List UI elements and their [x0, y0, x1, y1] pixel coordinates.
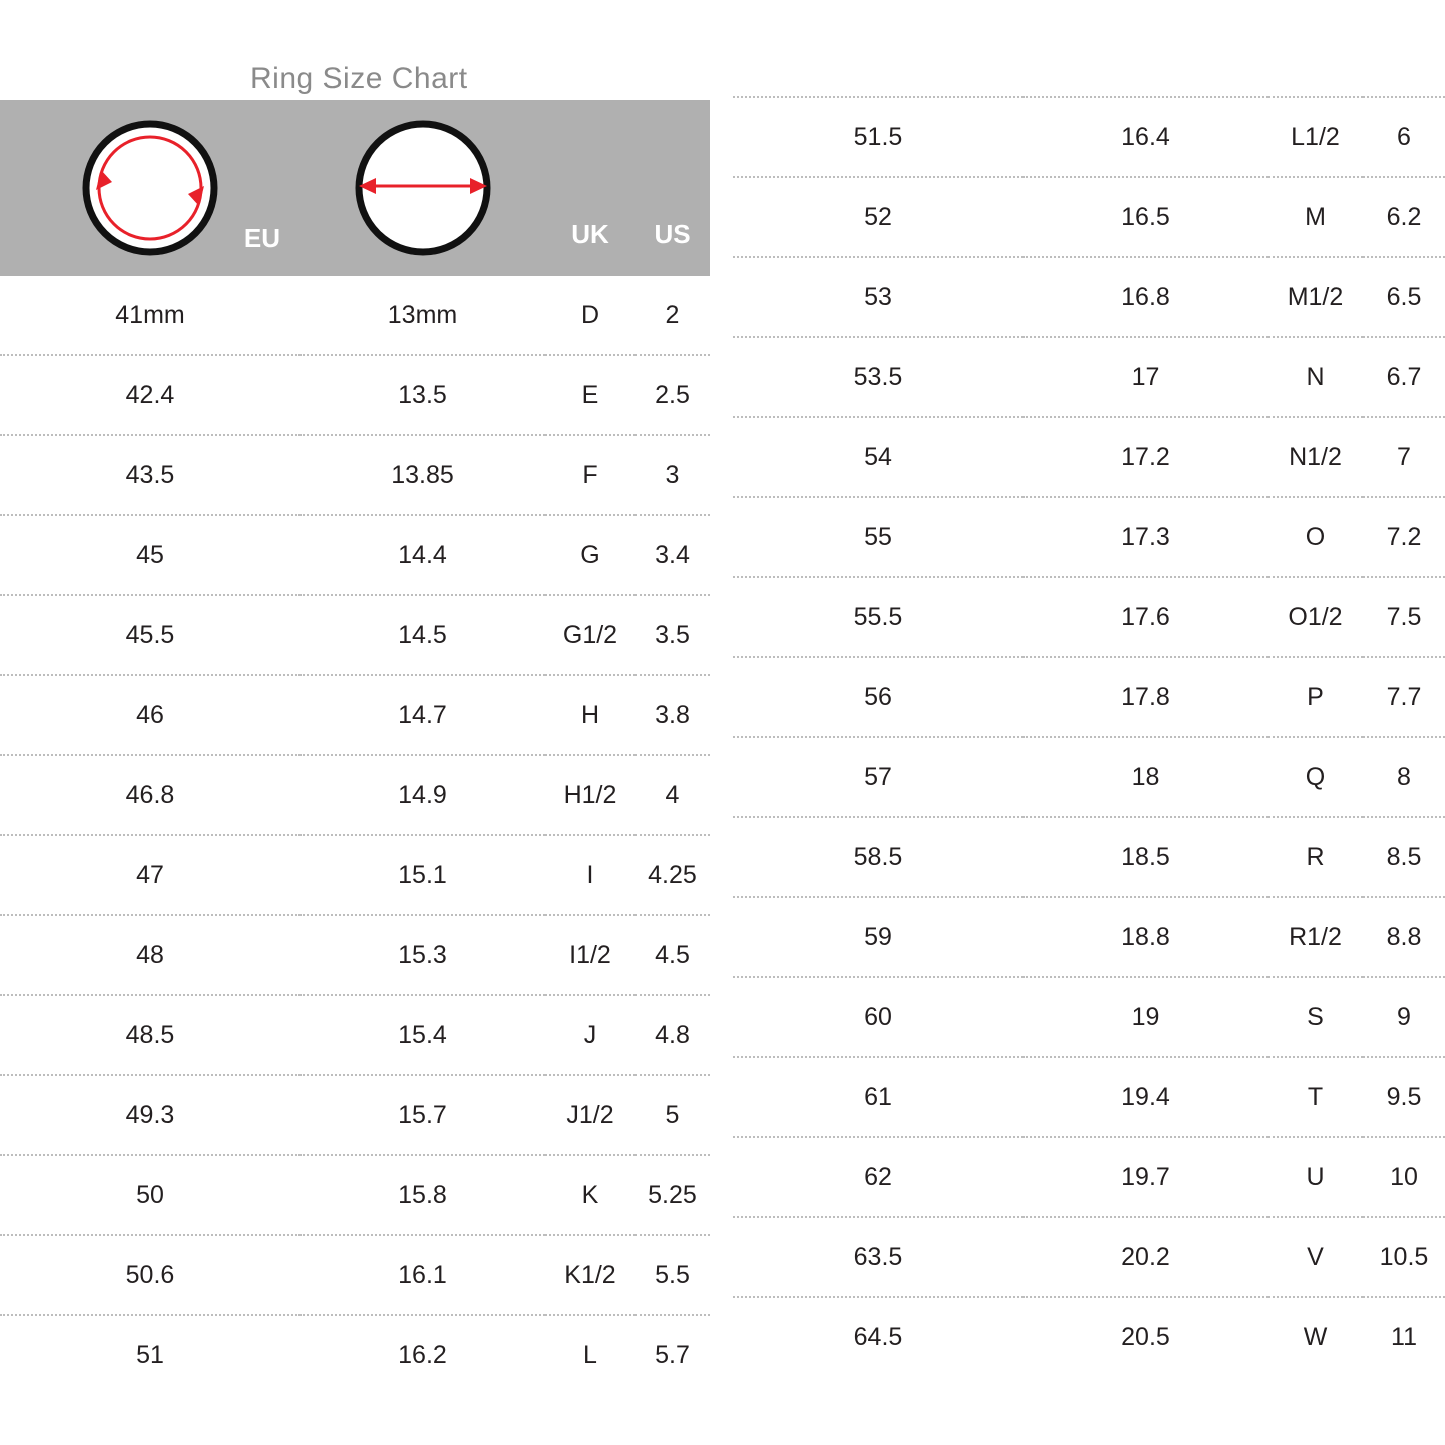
cell-uk: R	[1268, 817, 1363, 897]
eu-header-cell	[0, 100, 300, 276]
cell-eu: 50	[0, 1155, 300, 1235]
table-row	[733, 737, 1445, 817]
cell-eu: 48	[0, 915, 300, 995]
cell-mm: 17.2	[1023, 417, 1268, 497]
table-row	[0, 595, 710, 675]
cell-mm: 16.2	[398, 1340, 447, 1369]
cell-uk: D	[545, 276, 635, 355]
table-row	[733, 817, 1445, 897]
cell-eu: 64.5	[853, 1322, 903, 1351]
cell-us: 4.25	[635, 835, 710, 915]
cell-eu: 53.5	[733, 337, 1023, 417]
table-row	[733, 257, 1445, 337]
cell-uk: S	[1268, 977, 1363, 1057]
mm-header-cell	[300, 100, 545, 276]
table-row	[0, 1235, 710, 1315]
table-row	[733, 1137, 1445, 1217]
cell-us: 5.7	[655, 1340, 690, 1369]
cell-eu: 41mm	[0, 276, 300, 355]
cell-us: 2.5	[635, 355, 710, 435]
cell-uk: G1/2	[545, 595, 635, 675]
cell-uk: O	[1268, 497, 1363, 577]
table-row	[733, 1297, 1445, 1376]
cell-us: 6	[1363, 97, 1445, 177]
table-row	[0, 915, 710, 995]
cell-uk: F	[545, 435, 635, 515]
cell-mm: 18.5	[1023, 817, 1268, 897]
cell-mm: 15.8	[300, 1155, 545, 1235]
cell-mm: 14.7	[300, 675, 545, 755]
cell-us: 6.5	[1363, 257, 1445, 337]
cell-eu: 43.5	[0, 435, 300, 515]
table-row	[0, 1155, 710, 1235]
cell-uk: K1/2	[545, 1235, 635, 1315]
cell-us: 9	[1363, 977, 1445, 1057]
ring-size-table-right	[733, 96, 1445, 1376]
table-header-row	[0, 100, 710, 276]
cell-eu: 45.5	[0, 595, 300, 675]
cell-us: 3.8	[635, 675, 710, 755]
cell-uk: J	[545, 995, 635, 1075]
cell-us: 3.4	[635, 515, 710, 595]
cell-eu: 51	[136, 1340, 164, 1369]
cell-mm: 13.85	[300, 435, 545, 515]
cell-uk: W	[1303, 1322, 1328, 1351]
table-row	[733, 657, 1445, 737]
cell-uk: I	[545, 835, 635, 915]
cell-us: 7	[1363, 417, 1445, 497]
table-row	[733, 577, 1445, 657]
cell-mm: 13mm	[300, 276, 545, 355]
table-row	[0, 435, 710, 515]
cell-us: 3	[635, 435, 710, 515]
cell-mm: 14.9	[300, 755, 545, 835]
cell-mm: 13.5	[300, 355, 545, 435]
cell-uk: I1/2	[545, 915, 635, 995]
cell-mm: 19.4	[1023, 1057, 1268, 1137]
cell-uk: L1/2	[1268, 97, 1363, 177]
table-row	[733, 1217, 1445, 1297]
cell-us: 4.5	[635, 915, 710, 995]
cell-mm: 20.2	[1023, 1217, 1268, 1297]
cell-us: 5.5	[635, 1235, 710, 1315]
cell-uk: H	[545, 675, 635, 755]
table-row	[733, 177, 1445, 257]
cell-eu: 58.5	[733, 817, 1023, 897]
cell-uk: G	[545, 515, 635, 595]
header-eu-label: EU	[243, 223, 280, 253]
cell-mm: 18	[1023, 737, 1268, 817]
cell-mm: 15.4	[300, 995, 545, 1075]
cell-eu: 45	[0, 515, 300, 595]
cell-mm: 16.4	[1023, 97, 1268, 177]
cell-mm: 15.7	[300, 1075, 545, 1155]
header-us-label: US	[635, 100, 710, 276]
table-row	[0, 276, 710, 355]
cell-us: 10	[1363, 1137, 1445, 1217]
table-row	[733, 497, 1445, 577]
cell-us: 4	[635, 755, 710, 835]
cell-mm: 15.1	[300, 835, 545, 915]
cell-eu: 62	[733, 1137, 1023, 1217]
cell-eu: 46.8	[0, 755, 300, 835]
cell-eu: 51.5	[733, 97, 1023, 177]
cell-uk: L	[583, 1340, 597, 1369]
table-row	[733, 977, 1445, 1057]
cell-uk: N	[1268, 337, 1363, 417]
cell-eu: 53	[733, 257, 1023, 337]
table-row	[733, 1057, 1445, 1137]
cell-us: 7.2	[1363, 497, 1445, 577]
cell-mm: 19	[1023, 977, 1268, 1057]
cell-uk: V	[1268, 1217, 1363, 1297]
cell-mm: 18.8	[1023, 897, 1268, 977]
cell-uk: N1/2	[1268, 417, 1363, 497]
cell-eu: 46	[0, 675, 300, 755]
cell-eu: 61	[733, 1057, 1023, 1137]
cell-us: 3.5	[635, 595, 710, 675]
cell-mm: 20.5	[1121, 1322, 1170, 1351]
cell-us: 6.7	[1363, 337, 1445, 417]
cell-us: 5	[635, 1075, 710, 1155]
cell-eu: 55.5	[733, 577, 1023, 657]
cell-us: 8	[1363, 737, 1445, 817]
cell-us: 4.8	[635, 995, 710, 1075]
cell-uk: Q	[1268, 737, 1363, 817]
cell-uk: R1/2	[1268, 897, 1363, 977]
cell-mm: 15.3	[300, 915, 545, 995]
ring-size-table-left	[0, 100, 710, 1394]
cell-uk: K	[545, 1155, 635, 1235]
page-title: Ring Size Chart	[250, 62, 468, 95]
table-row	[733, 417, 1445, 497]
cell-eu: 42.4	[0, 355, 300, 435]
table-row	[0, 1075, 710, 1155]
table-row	[0, 755, 710, 835]
cell-mm: 17.3	[1023, 497, 1268, 577]
cell-uk: H1/2	[545, 755, 635, 835]
cell-eu: 50.6	[0, 1235, 300, 1315]
cell-us: 8.5	[1363, 817, 1445, 897]
cell-mm: 17.8	[1023, 657, 1268, 737]
cell-eu: 60	[733, 977, 1023, 1057]
cell-eu: 49.3	[0, 1075, 300, 1155]
cell-us: 6.2	[1363, 177, 1445, 257]
cell-uk: M	[1268, 177, 1363, 257]
cell-mm: 16.1	[300, 1235, 545, 1315]
table-row	[0, 515, 710, 595]
table-row	[733, 337, 1445, 417]
cell-us: 11	[1391, 1322, 1417, 1351]
cell-uk: U	[1268, 1137, 1363, 1217]
inner-diameter-circle-icon	[300, 100, 545, 276]
cell-eu: 55	[733, 497, 1023, 577]
table-row	[0, 995, 710, 1075]
cell-us: 10.5	[1363, 1217, 1445, 1297]
table-row	[733, 97, 1445, 177]
cell-us: 7.7	[1363, 657, 1445, 737]
cell-mm: 14.5	[300, 595, 545, 675]
cell-eu: 56	[733, 657, 1023, 737]
cell-eu: 63.5	[733, 1217, 1023, 1297]
cell-uk: M1/2	[1268, 257, 1363, 337]
table-row	[733, 897, 1445, 977]
table-row	[0, 1315, 710, 1394]
cell-uk: E	[545, 355, 635, 435]
cell-mm: 19.7	[1023, 1137, 1268, 1217]
cell-uk: J1/2	[545, 1075, 635, 1155]
cell-eu: 47	[0, 835, 300, 915]
cell-mm: 14.4	[300, 515, 545, 595]
cell-eu: 59	[733, 897, 1023, 977]
cell-eu: 48.5	[0, 995, 300, 1075]
cell-us: 8.8	[1363, 897, 1445, 977]
cell-us: 7.5	[1363, 577, 1445, 657]
cell-mm: 17	[1023, 337, 1268, 417]
cell-eu: 57	[733, 737, 1023, 817]
header-uk-label: UK	[545, 100, 635, 276]
cell-uk: O1/2	[1268, 577, 1363, 657]
cell-mm: 16.5	[1023, 177, 1268, 257]
cell-uk: T	[1268, 1057, 1363, 1137]
table-row	[0, 675, 710, 755]
cell-eu: 54	[733, 417, 1023, 497]
table-row	[0, 835, 710, 915]
cell-us: 2	[635, 276, 710, 355]
table-row	[0, 355, 710, 435]
cell-uk: P	[1268, 657, 1363, 737]
cell-mm: 17.6	[1023, 577, 1268, 657]
cell-us: 9.5	[1363, 1057, 1445, 1137]
cell-us: 5.25	[635, 1155, 710, 1235]
cell-eu: 52	[733, 177, 1023, 257]
cell-mm: 16.8	[1023, 257, 1268, 337]
